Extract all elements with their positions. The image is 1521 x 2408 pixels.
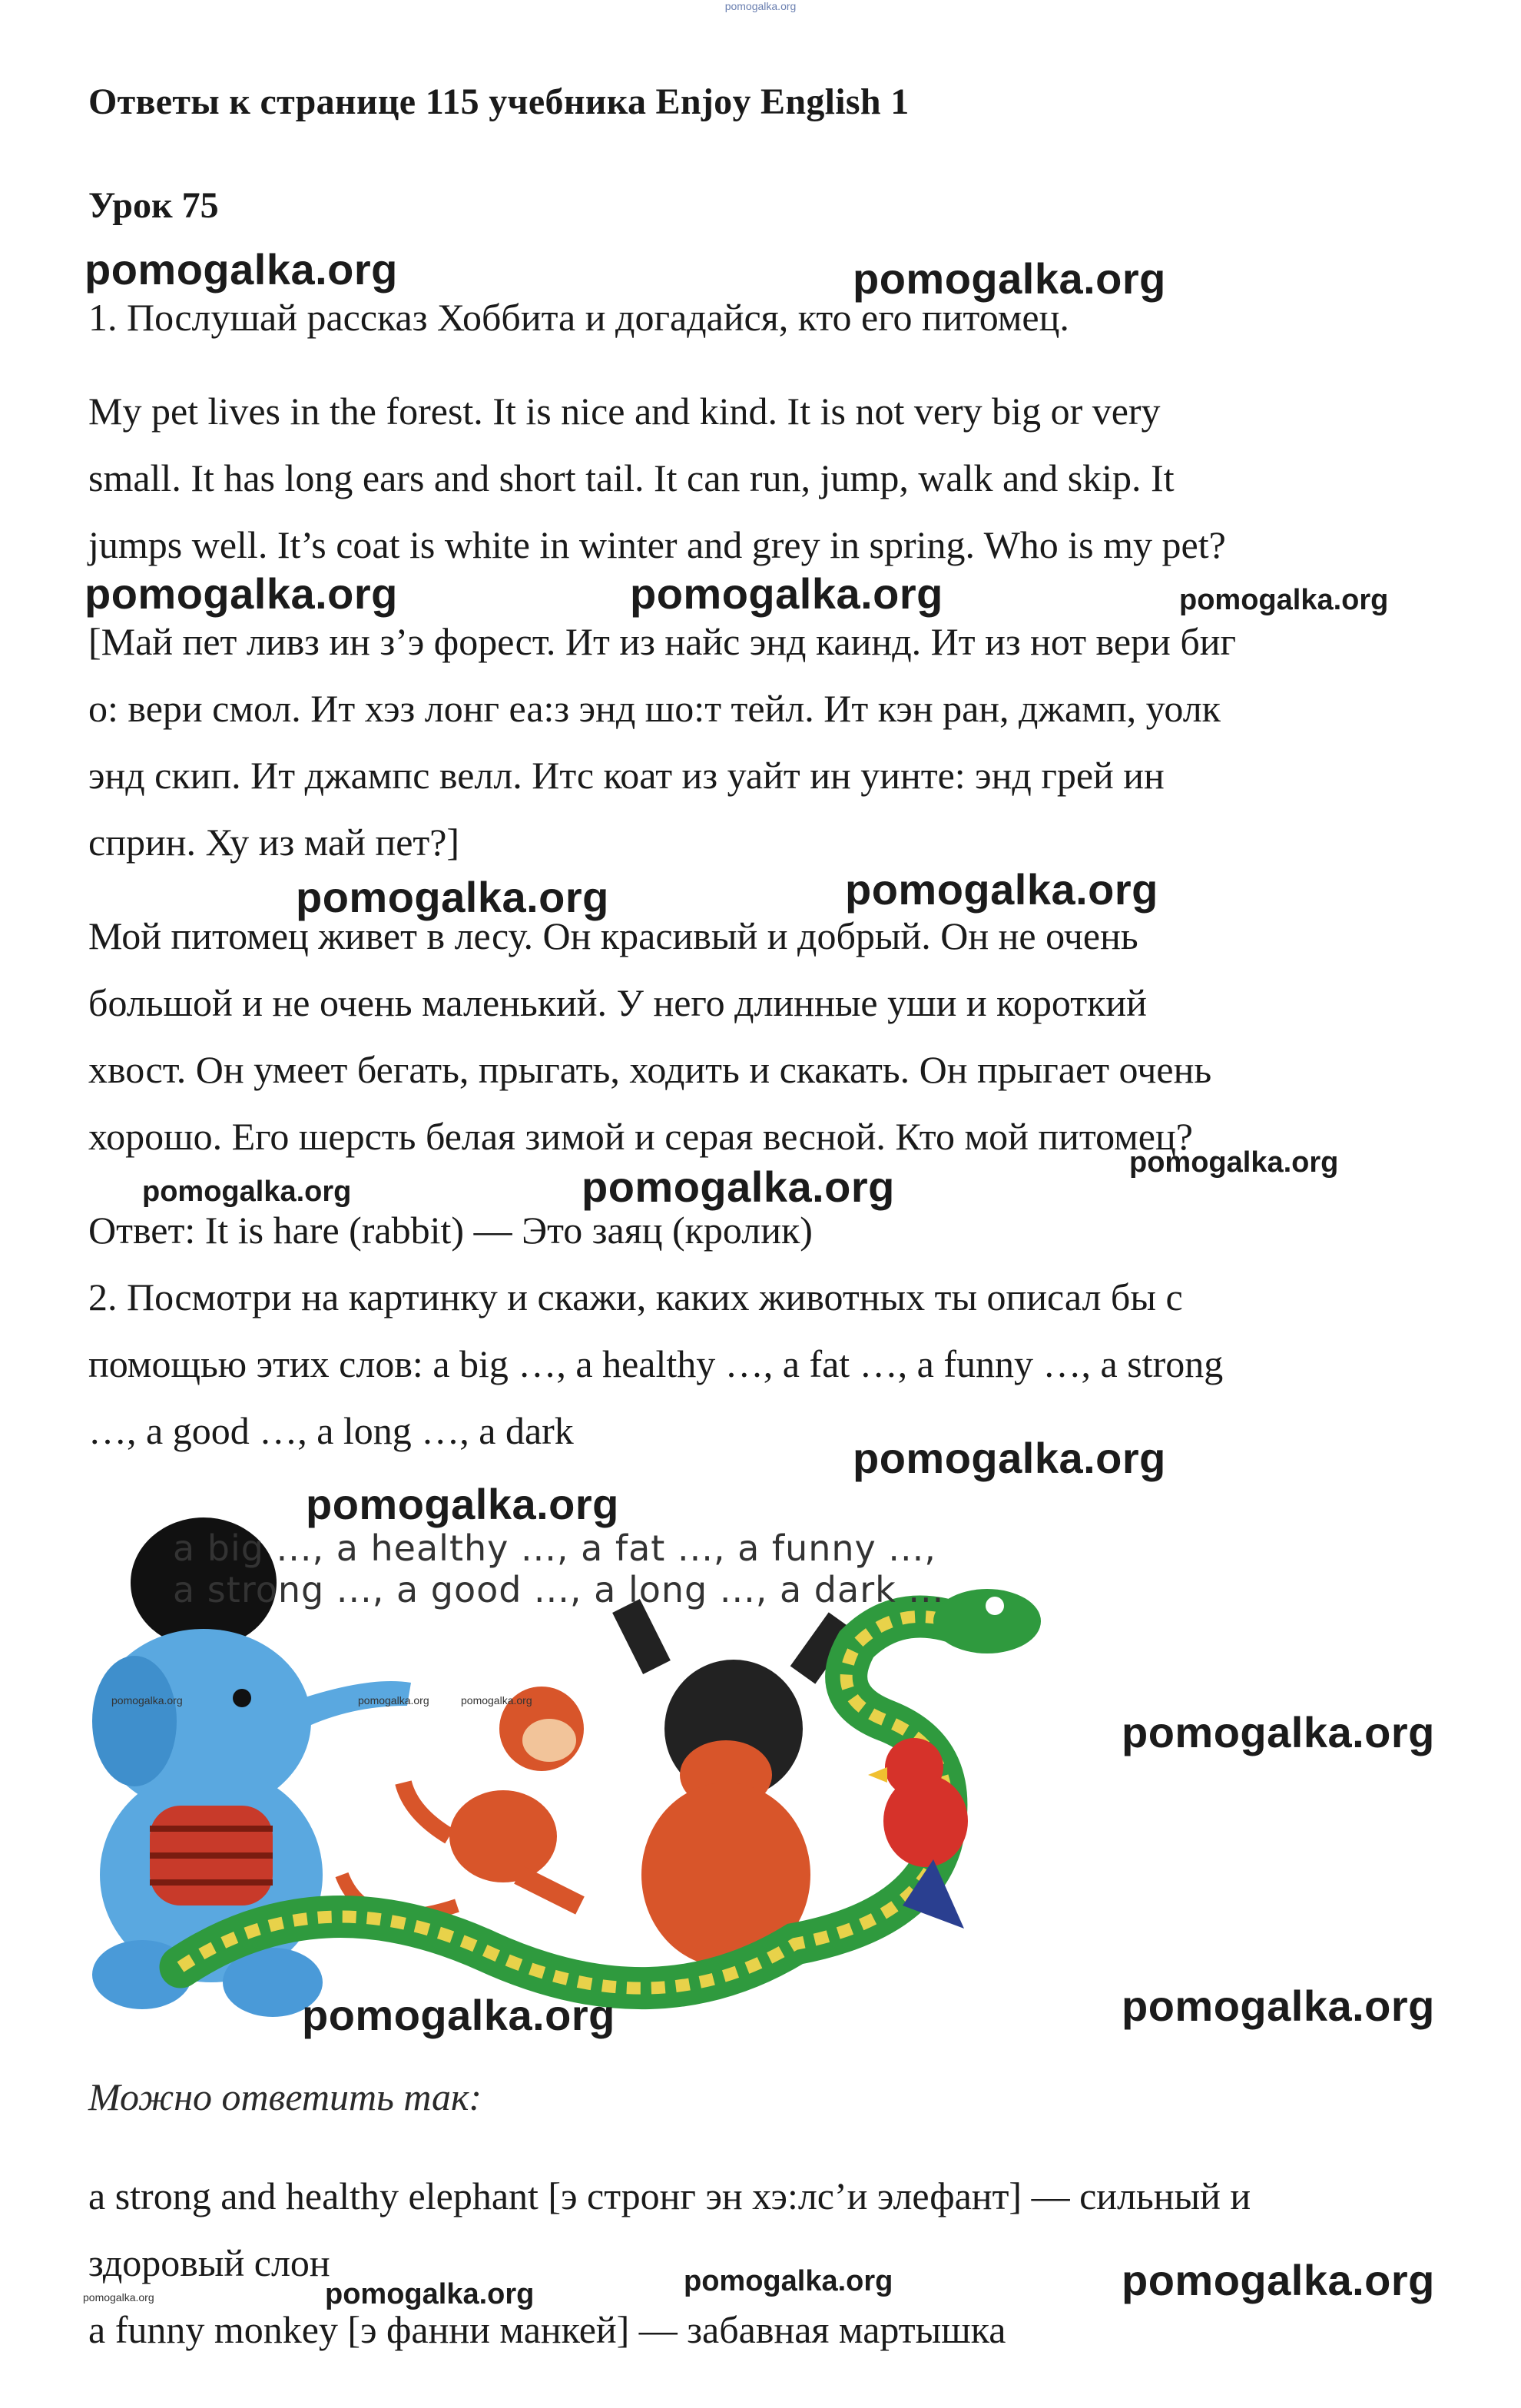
- watermark: pomogalka.org: [582, 1163, 895, 1211]
- text-line: a strong and healthy elephant [э стронг эн хэ:лс’и элефант] — сильный и: [88, 2174, 1251, 2217]
- text-line: small. It has long ears and short tail. It can run, jump, walk and skip. It: [88, 456, 1175, 499]
- watermark: pomogalka.org: [296, 873, 609, 921]
- watermark: pomogalka.org: [302, 1991, 615, 2039]
- text-line: 2. Посмотри на картинку и скажи, каких животных ты описал бы с: [88, 1275, 1183, 1318]
- top-site-label[interactable]: pomogalka.org: [724, 0, 797, 12]
- watermark: pomogalka.org: [845, 865, 1158, 914]
- watermark: pomogalka.org: [358, 1694, 429, 1706]
- watermark: pomogalka.org: [306, 1480, 619, 1528]
- watermark: pomogalka.org: [853, 1434, 1166, 1482]
- picture-text-line: a big ..., a healthy ..., a fat ..., a funny ...,: [173, 1527, 936, 1569]
- text-line: хвост. Он умеет бегать, прыгать, ходить и скакать. Он прыгает очень: [88, 1048, 1212, 1091]
- task2-heading: [88, 1264, 1448, 1464]
- watermark: pomogalka.org: [1122, 2256, 1435, 2304]
- text-line: …, a good …, a long …, a dark: [88, 1409, 574, 1452]
- text-line: a funny monkey [э фанни манкей] — забавная мартышка: [88, 2308, 1006, 2351]
- text-line: jumps well. It’s coat is white in winter and grey in spring. Who is my pet?: [88, 523, 1226, 566]
- watermark: pomogalka.org: [630, 569, 943, 618]
- text-line: о: вери смол. Ит хэз лонг еа:з энд шо:т тейл. Ит кэн ран, джамп, уолк: [88, 687, 1221, 730]
- watermark: pomogalka.org: [325, 2278, 535, 2310]
- text-line: энд скип. Ит джампс велл. Итс коат из уайт ин уинте: энд грей ин: [88, 754, 1165, 797]
- watermark: pomogalka.org: [684, 2265, 893, 2297]
- task1-translation: [88, 903, 1448, 1170]
- text-line: большой и не очень маленький. У него длинные уши и короткий: [88, 981, 1147, 1024]
- task1-english: [88, 378, 1448, 579]
- watermark: pomogalka.org: [1122, 1708, 1435, 1756]
- task1-heading: 1. Послушай рассказ Хоббита и догадайся, кто его питомец.: [88, 296, 1069, 339]
- text-line: здоровый слон: [88, 2241, 330, 2284]
- monkey-figure: [342, 1687, 584, 1915]
- watermark: pomogalka.org: [142, 1176, 352, 1208]
- task1-answer: Ответ: It is hare (rabbit) — Это заяц (кролик): [88, 1209, 813, 1252]
- text-line: хорошо. Его шерсть белая зимой и серая весной. Кто мой питомец?: [88, 1115, 1193, 1158]
- answer-intro: Можно ответить так:: [88, 2075, 482, 2118]
- bear-figure: [626, 1606, 841, 1967]
- watermark: pomogalka.org: [1179, 584, 1389, 616]
- text-line: My pet lives in the forest. It is nice and kind. It is not very big or very: [88, 390, 1161, 433]
- watermark: pomogalka.org: [84, 569, 398, 618]
- animals-illustration: [88, 1475, 1164, 2044]
- watermark: pomogalka.org: [111, 1694, 183, 1706]
- text-line: [Май пет ливз ин з’э форест. Ит из найс энд каинд. Ит из нот вери биг: [88, 620, 1237, 663]
- text-line: помощью этих слов: a big …, a healthy …, a fat …, a funny …, a strong: [88, 1342, 1224, 1385]
- picture-text-line: a strong ..., a good ..., a long ..., a dark ...: [173, 1569, 945, 1610]
- text-line: Мой питомец живет в лесу. Он красивый и добрый. Он не очень: [88, 914, 1138, 957]
- lesson-heading: Урок 75: [88, 185, 219, 226]
- task1-transcription: [88, 609, 1448, 876]
- page-title: Ответы к странице 115 учебника Enjoy English 1: [88, 81, 910, 122]
- watermark: pomogalka.org: [461, 1694, 532, 1706]
- watermark: pomogalka.org: [84, 245, 398, 294]
- watermark: pomogalka.org: [1129, 1146, 1339, 1179]
- text-line: сприн. Ху из май пет?]: [88, 821, 460, 864]
- watermark: pomogalka.org: [1122, 1982, 1435, 2030]
- watermark: pomogalka.org: [83, 2291, 154, 2304]
- watermark: pomogalka.org: [853, 254, 1166, 303]
